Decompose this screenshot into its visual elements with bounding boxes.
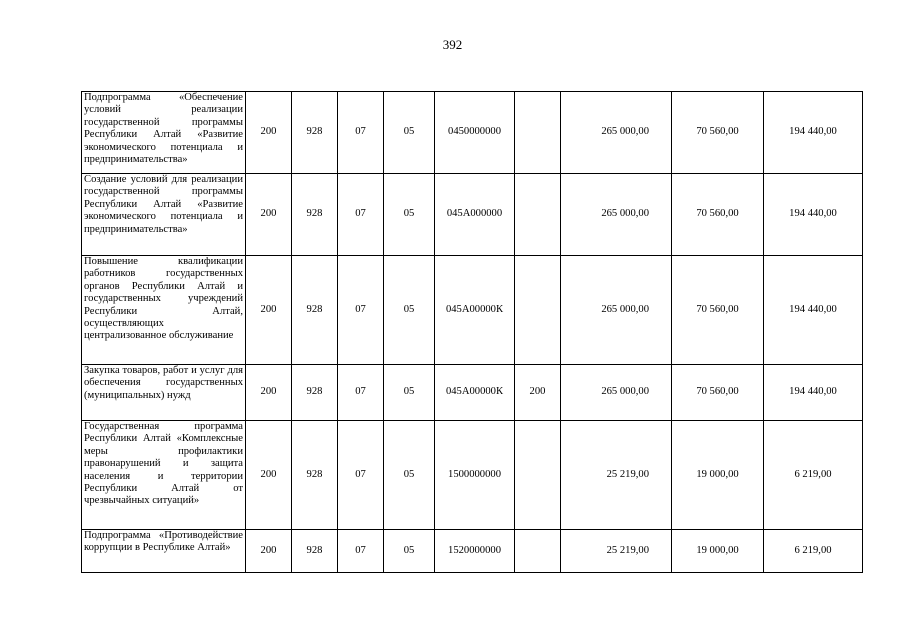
rz-cell: 07 bbox=[338, 256, 384, 365]
sum-part2-cell: 6 219,00 bbox=[764, 421, 863, 530]
sum-part2-cell: 194 440,00 bbox=[764, 365, 863, 421]
csr-cell: 0450000000 bbox=[435, 92, 515, 174]
sum-part1-cell: 70 560,00 bbox=[672, 92, 764, 174]
table-row bbox=[82, 174, 863, 256]
csr-cell: 045А000000 bbox=[435, 174, 515, 256]
sum-total-cell: 25 219,00 bbox=[561, 421, 672, 530]
rz-cell: 07 bbox=[338, 530, 384, 573]
vr-cell bbox=[515, 174, 561, 256]
sum-total-cell: 265 000,00 bbox=[561, 174, 672, 256]
vr-cell: 200 bbox=[515, 365, 561, 421]
gr-cell: 200 bbox=[246, 92, 292, 174]
gr-cell: 200 bbox=[246, 530, 292, 573]
vr-cell bbox=[515, 421, 561, 530]
sum-part2-cell: 6 219,00 bbox=[764, 530, 863, 573]
row-name-cell: Создание условий для реализации государственной программы Республики Алтай «Развитие экономического потенциала и предпринимательства» bbox=[82, 174, 246, 256]
ved-cell: 928 bbox=[292, 365, 338, 421]
rz-cell: 07 bbox=[338, 174, 384, 256]
sum-part1-cell: 70 560,00 bbox=[672, 365, 764, 421]
pr-cell: 05 bbox=[384, 256, 435, 365]
gr-cell: 200 bbox=[246, 256, 292, 365]
budget-table bbox=[81, 91, 863, 573]
row-name-cell: Повышение квалификации работников государственных органов Республики Алтай и государственных учреждений Республики Алтай, осуществляющих централизованное обслуживание bbox=[82, 256, 246, 365]
ved-cell: 928 bbox=[292, 530, 338, 573]
vr-cell bbox=[515, 92, 561, 174]
table-row bbox=[82, 256, 863, 365]
table-row bbox=[82, 92, 863, 174]
sum-part1-cell: 70 560,00 bbox=[672, 256, 764, 365]
vr-cell bbox=[515, 256, 561, 365]
vr-cell bbox=[515, 530, 561, 573]
sum-total-cell: 25 219,00 bbox=[561, 530, 672, 573]
sum-part2-cell: 194 440,00 bbox=[764, 174, 863, 256]
sum-part2-cell: 194 440,00 bbox=[764, 92, 863, 174]
ved-cell: 928 bbox=[292, 256, 338, 365]
row-name-cell: Подпрограмма «Противодействие коррупции в Республике Алтай» bbox=[82, 530, 246, 573]
ved-cell: 928 bbox=[292, 421, 338, 530]
csr-cell: 045А00000К bbox=[435, 365, 515, 421]
gr-cell: 200 bbox=[246, 421, 292, 530]
ved-cell: 928 bbox=[292, 92, 338, 174]
row-name-cell: Закупка товаров, работ и услуг для обеспечения государственных (муниципальных) нужд bbox=[82, 365, 246, 421]
pr-cell: 05 bbox=[384, 530, 435, 573]
table-row bbox=[82, 365, 863, 421]
rz-cell: 07 bbox=[338, 92, 384, 174]
pr-cell: 05 bbox=[384, 421, 435, 530]
rz-cell: 07 bbox=[338, 365, 384, 421]
sum-part1-cell: 70 560,00 bbox=[672, 174, 764, 256]
sum-total-cell: 265 000,00 bbox=[561, 365, 672, 421]
sum-part1-cell: 19 000,00 bbox=[672, 421, 764, 530]
row-name-cell: Государственная программа Республики Алтай «Комплексные меры профилактики правонарушений и защита населения и территории Республики Алтай от чрезвычайных ситуаций» bbox=[82, 421, 246, 530]
csr-cell: 1520000000 bbox=[435, 530, 515, 573]
sum-part1-cell: 19 000,00 bbox=[672, 530, 764, 573]
gr-cell: 200 bbox=[246, 174, 292, 256]
table-row bbox=[82, 530, 863, 573]
pr-cell: 05 bbox=[384, 92, 435, 174]
page-number: 392 bbox=[442, 37, 463, 52]
gr-cell: 200 bbox=[246, 365, 292, 421]
sum-total-cell: 265 000,00 bbox=[561, 92, 672, 174]
sum-part2-cell: 194 440,00 bbox=[764, 256, 863, 365]
pr-cell: 05 bbox=[384, 365, 435, 421]
row-name-cell: Подпрограмма «Обеспечение условий реализации государственной программы Республики Алтай «Развитие экономического потенциала и предпринимательства» bbox=[82, 92, 246, 174]
table-row bbox=[82, 421, 863, 530]
rz-cell: 07 bbox=[338, 421, 384, 530]
ved-cell: 928 bbox=[292, 174, 338, 256]
sum-total-cell: 265 000,00 bbox=[561, 256, 672, 365]
csr-cell: 045А00000К bbox=[435, 256, 515, 365]
pr-cell: 05 bbox=[384, 174, 435, 256]
csr-cell: 1500000000 bbox=[435, 421, 515, 530]
